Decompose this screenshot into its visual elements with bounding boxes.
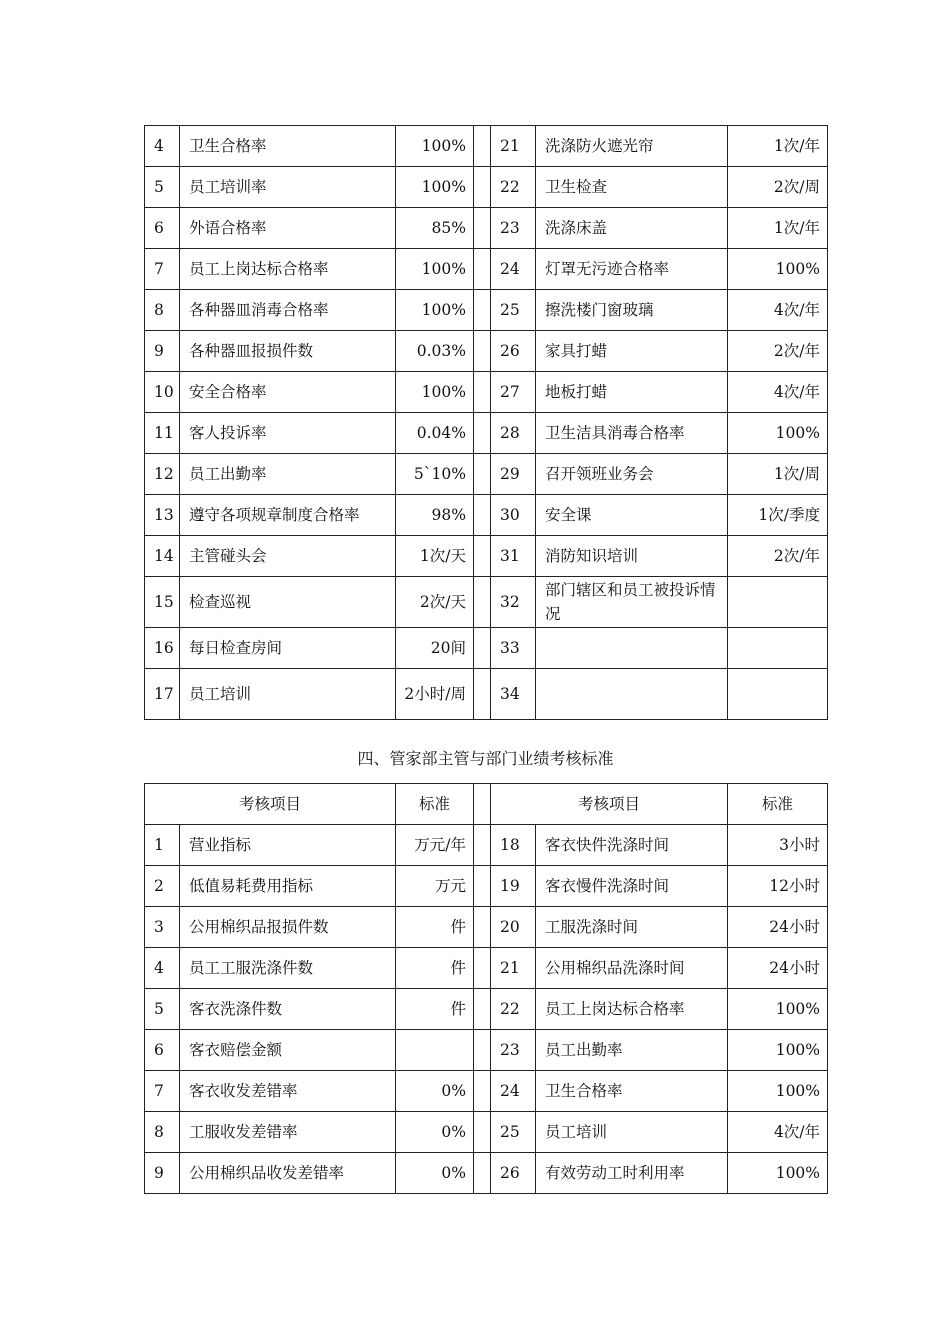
kpi-table-1 bbox=[144, 125, 828, 720]
gap-cell bbox=[474, 290, 491, 331]
row-number-left: 6 bbox=[145, 208, 180, 249]
row-number-right: 20 bbox=[491, 907, 536, 948]
standard-left: 20间 bbox=[396, 628, 474, 669]
table-row bbox=[145, 577, 828, 628]
item-name-right: 地板打蜡 bbox=[536, 372, 728, 413]
item-name-left: 客衣洗涤件数 bbox=[180, 989, 396, 1030]
row-number-left: 8 bbox=[145, 1112, 180, 1153]
row-number-left: 4 bbox=[145, 126, 180, 167]
row-number-right: 28 bbox=[491, 413, 536, 454]
table-row bbox=[145, 208, 828, 249]
item-name-left: 员工上岗达标合格率 bbox=[180, 249, 396, 290]
item-name-left: 客衣收发差错率 bbox=[180, 1071, 396, 1112]
item-name-right: 卫生洁具消毒合格率 bbox=[536, 413, 728, 454]
standard-right: 3小时 bbox=[728, 825, 828, 866]
standard-left: 100% bbox=[396, 126, 474, 167]
gap-cell bbox=[474, 454, 491, 495]
standard-left: 0% bbox=[396, 1071, 474, 1112]
table-row bbox=[145, 290, 828, 331]
item-name-left: 主管碰头会 bbox=[180, 536, 396, 577]
standard-right: 100% bbox=[728, 1030, 828, 1071]
item-name-right: 擦洗楼门窗玻璃 bbox=[536, 290, 728, 331]
item-name-right: 员工出勤率 bbox=[536, 1030, 728, 1071]
header-std-left: 标准 bbox=[396, 784, 474, 825]
row-number-right: 21 bbox=[491, 126, 536, 167]
item-name-left: 员工培训 bbox=[180, 669, 396, 720]
gap-cell bbox=[474, 989, 491, 1030]
table-row bbox=[145, 413, 828, 454]
kpi-table-2 bbox=[144, 783, 828, 1194]
gap-cell bbox=[474, 413, 491, 454]
standard-left: 2小时/周 bbox=[396, 669, 474, 720]
gap-cell bbox=[474, 249, 491, 290]
header-std-right: 标准 bbox=[728, 784, 828, 825]
standard-right: 4次/年 bbox=[728, 1112, 828, 1153]
gap-cell bbox=[474, 866, 491, 907]
item-name-right: 客衣慢件洗涤时间 bbox=[536, 866, 728, 907]
standard-left bbox=[396, 1030, 474, 1071]
row-number-right: 22 bbox=[491, 989, 536, 1030]
gap-cell bbox=[474, 126, 491, 167]
row-number-left: 10 bbox=[145, 372, 180, 413]
row-number-right: 33 bbox=[491, 628, 536, 669]
row-number-right: 24 bbox=[491, 1071, 536, 1112]
header-item-right: 考核项目 bbox=[491, 784, 728, 825]
item-name-right: 灯罩无污迹合格率 bbox=[536, 249, 728, 290]
standard-left: 0% bbox=[396, 1153, 474, 1194]
standard-right: 100% bbox=[728, 1153, 828, 1194]
row-number-right: 26 bbox=[491, 1153, 536, 1194]
item-name-right: 家具打蜡 bbox=[536, 331, 728, 372]
standard-right: 24小时 bbox=[728, 907, 828, 948]
item-name-left: 员工出勤率 bbox=[180, 454, 396, 495]
standard-right: 1次/周 bbox=[728, 454, 828, 495]
gap-cell bbox=[474, 372, 491, 413]
standard-left: 件 bbox=[396, 948, 474, 989]
standard-left: 85% bbox=[396, 208, 474, 249]
standard-right: 1次/季度 bbox=[728, 495, 828, 536]
row-number-left: 3 bbox=[145, 907, 180, 948]
standard-right: 100% bbox=[728, 249, 828, 290]
gap-cell bbox=[474, 1030, 491, 1071]
row-number-right: 34 bbox=[491, 669, 536, 720]
row-number-left: 5 bbox=[145, 989, 180, 1030]
standard-left: 5`10% bbox=[396, 454, 474, 495]
standard-left: 100% bbox=[396, 167, 474, 208]
row-number-right: 29 bbox=[491, 454, 536, 495]
standard-right bbox=[728, 628, 828, 669]
row-number-right: 26 bbox=[491, 331, 536, 372]
standard-left: 件 bbox=[396, 989, 474, 1030]
standard-left: 100% bbox=[396, 290, 474, 331]
standard-right: 4次/年 bbox=[728, 372, 828, 413]
item-name-right: 公用棉织品洗涤时间 bbox=[536, 948, 728, 989]
table-row bbox=[145, 669, 828, 720]
row-number-left: 7 bbox=[145, 249, 180, 290]
item-name-left: 员工培训率 bbox=[180, 167, 396, 208]
standard-left: 100% bbox=[396, 249, 474, 290]
standard-right bbox=[728, 577, 828, 628]
item-name-right: 洗涤防火遮光帘 bbox=[536, 126, 728, 167]
standard-left: 件 bbox=[396, 907, 474, 948]
standard-right: 4次/年 bbox=[728, 290, 828, 331]
item-name-right: 员工培训 bbox=[536, 1112, 728, 1153]
table-row bbox=[145, 1071, 828, 1112]
item-name-left: 公用棉织品报损件数 bbox=[180, 907, 396, 948]
gap-cell bbox=[474, 1112, 491, 1153]
standard-right: 100% bbox=[728, 989, 828, 1030]
table-row bbox=[145, 1112, 828, 1153]
header-item-left: 考核项目 bbox=[145, 784, 396, 825]
row-number-right: 22 bbox=[491, 167, 536, 208]
row-number-right: 32 bbox=[491, 577, 536, 628]
item-name-left: 客人投诉率 bbox=[180, 413, 396, 454]
row-number-right: 30 bbox=[491, 495, 536, 536]
item-name-left: 客衣赔偿金额 bbox=[180, 1030, 396, 1071]
standard-right: 12小时 bbox=[728, 866, 828, 907]
standard-right: 100% bbox=[728, 413, 828, 454]
row-number-right: 27 bbox=[491, 372, 536, 413]
row-number-right: 24 bbox=[491, 249, 536, 290]
table-row bbox=[145, 948, 828, 989]
item-name-left: 每日检查房间 bbox=[180, 628, 396, 669]
standard-left: 0% bbox=[396, 1112, 474, 1153]
table-row bbox=[145, 331, 828, 372]
row-number-left: 9 bbox=[145, 1153, 180, 1194]
gap-cell bbox=[474, 907, 491, 948]
table-row bbox=[145, 536, 828, 577]
item-name-right bbox=[536, 669, 728, 720]
item-name-right bbox=[536, 628, 728, 669]
row-number-left: 4 bbox=[145, 948, 180, 989]
table-row bbox=[145, 454, 828, 495]
row-number-left: 8 bbox=[145, 290, 180, 331]
item-name-right: 召开领班业务会 bbox=[536, 454, 728, 495]
row-number-right: 23 bbox=[491, 1030, 536, 1071]
standard-right: 1次/年 bbox=[728, 126, 828, 167]
standard-left: 2次/天 bbox=[396, 577, 474, 628]
item-name-right: 卫生合格率 bbox=[536, 1071, 728, 1112]
standard-left: 万元 bbox=[396, 866, 474, 907]
standard-left: 0.03% bbox=[396, 331, 474, 372]
item-name-right: 有效劳动工时利用率 bbox=[536, 1153, 728, 1194]
table-row bbox=[145, 1153, 828, 1194]
gap-cell bbox=[474, 167, 491, 208]
row-number-left: 17 bbox=[145, 669, 180, 720]
item-name-right: 安全课 bbox=[536, 495, 728, 536]
row-number-left: 1 bbox=[145, 825, 180, 866]
item-name-left: 各种器皿消毒合格率 bbox=[180, 290, 396, 331]
standard-right: 2次/年 bbox=[728, 331, 828, 372]
row-number-left: 6 bbox=[145, 1030, 180, 1071]
standard-left: 万元/年 bbox=[396, 825, 474, 866]
gap-cell bbox=[474, 495, 491, 536]
row-number-right: 31 bbox=[491, 536, 536, 577]
row-number-right: 25 bbox=[491, 290, 536, 331]
table-row bbox=[145, 249, 828, 290]
item-name-left: 低值易耗费用指标 bbox=[180, 866, 396, 907]
row-number-right: 21 bbox=[491, 948, 536, 989]
table-row bbox=[145, 1030, 828, 1071]
row-number-right: 23 bbox=[491, 208, 536, 249]
item-name-left: 员工工服洗涤件数 bbox=[180, 948, 396, 989]
gap-cell bbox=[474, 1153, 491, 1194]
standard-right: 24小时 bbox=[728, 948, 828, 989]
item-name-right: 客衣快件洗涤时间 bbox=[536, 825, 728, 866]
gap-cell bbox=[474, 536, 491, 577]
row-number-left: 11 bbox=[145, 413, 180, 454]
gap-cell bbox=[474, 331, 491, 372]
item-name-right: 洗涤床盖 bbox=[536, 208, 728, 249]
item-name-left: 工服收发差错率 bbox=[180, 1112, 396, 1153]
standard-right: 100% bbox=[728, 1071, 828, 1112]
item-name-left: 外语合格率 bbox=[180, 208, 396, 249]
standard-right: 2次/周 bbox=[728, 167, 828, 208]
row-number-left: 12 bbox=[145, 454, 180, 495]
table-row bbox=[145, 628, 828, 669]
table-row bbox=[145, 907, 828, 948]
gap-cell bbox=[474, 628, 491, 669]
item-name-left: 营业指标 bbox=[180, 825, 396, 866]
row-number-left: 14 bbox=[145, 536, 180, 577]
row-number-right: 18 bbox=[491, 825, 536, 866]
table-row bbox=[145, 825, 828, 866]
standard-right: 2次/年 bbox=[728, 536, 828, 577]
gap-cell bbox=[474, 669, 491, 720]
row-number-left: 5 bbox=[145, 167, 180, 208]
item-name-left: 卫生合格率 bbox=[180, 126, 396, 167]
standard-left: 0.04% bbox=[396, 413, 474, 454]
row-number-left: 2 bbox=[145, 866, 180, 907]
item-name-left: 检查巡视 bbox=[180, 577, 396, 628]
table-row bbox=[145, 167, 828, 208]
row-number-right: 19 bbox=[491, 866, 536, 907]
gap-cell bbox=[474, 1071, 491, 1112]
section-title: 四、管家部主管与部门业绩考核标准 bbox=[357, 749, 614, 768]
item-name-right: 卫生检查 bbox=[536, 167, 728, 208]
gap-cell bbox=[474, 825, 491, 866]
table-row bbox=[145, 495, 828, 536]
standard-left: 1次/天 bbox=[396, 536, 474, 577]
row-number-left: 13 bbox=[145, 495, 180, 536]
row-number-left: 15 bbox=[145, 577, 180, 628]
item-name-right: 部门辖区和员工被投诉情况 bbox=[536, 577, 728, 628]
item-name-left: 安全合格率 bbox=[180, 372, 396, 413]
row-number-left: 7 bbox=[145, 1071, 180, 1112]
item-name-left: 遵守各项规章制度合格率 bbox=[180, 495, 396, 536]
row-number-right: 25 bbox=[491, 1112, 536, 1153]
row-number-left: 16 bbox=[145, 628, 180, 669]
item-name-left: 公用棉织品收发差错率 bbox=[180, 1153, 396, 1194]
table-row bbox=[145, 989, 828, 1030]
table-header-row bbox=[145, 784, 828, 825]
standard-left: 98% bbox=[396, 495, 474, 536]
row-number-left: 9 bbox=[145, 331, 180, 372]
item-name-left: 各种器皿报损件数 bbox=[180, 331, 396, 372]
standard-right bbox=[728, 669, 828, 720]
item-name-right: 工服洗涤时间 bbox=[536, 907, 728, 948]
gap-cell bbox=[474, 208, 491, 249]
item-name-right: 消防知识培训 bbox=[536, 536, 728, 577]
item-name-right: 员工上岗达标合格率 bbox=[536, 989, 728, 1030]
table-row bbox=[145, 126, 828, 167]
gap-cell bbox=[474, 577, 491, 628]
standard-left: 100% bbox=[396, 372, 474, 413]
standard-right: 1次/年 bbox=[728, 208, 828, 249]
table-row bbox=[145, 372, 828, 413]
gap-cell bbox=[474, 948, 491, 989]
gap-cell bbox=[474, 784, 491, 825]
table-row bbox=[145, 866, 828, 907]
